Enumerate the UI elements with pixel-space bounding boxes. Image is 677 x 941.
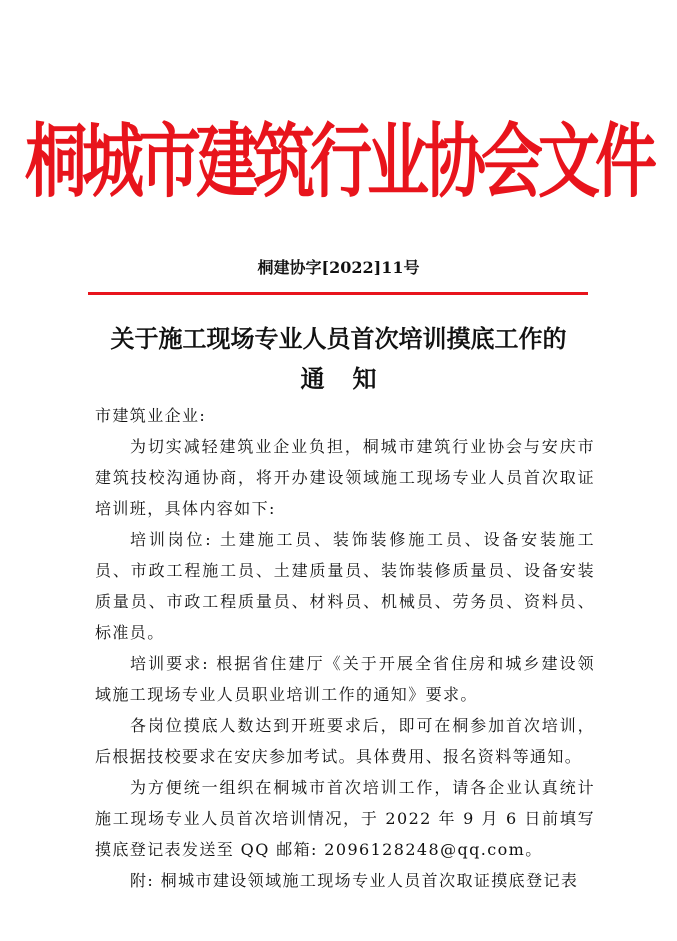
- notice-body: [95, 400, 595, 896]
- notice-subtitle: 通知: [300, 364, 405, 393]
- document-number: 桐建协字[2022]11号: [257, 258, 420, 277]
- paragraph-enrollment: 各岗位摸底人数达到开班要求后，即可在桐参加首次培训，后根据技校要求在安庆参加考试。具体费用、报名资料等通知。: [95, 716, 595, 766]
- paragraph-training-requirements: 培训要求: 根据省住建厅《关于开展全省住房和城乡建设领域施工现场专业人员职业培训工作的通知》要求。: [95, 654, 595, 704]
- salutation: 市建筑业企业:: [95, 406, 207, 425]
- document-header-title: 桐城市建筑行业协会文件: [24, 113, 652, 209]
- paragraph-intro: 为切实减轻建筑业企业负担，桐城市建筑行业协会与安庆市建筑技校沟通协商，将开办建设领域施工现场专业人员首次取证培训班，具体内容如下:: [95, 437, 595, 518]
- notice-title: 关于施工现场专业人员首次培训摸底工作的: [110, 324, 567, 353]
- paragraph-training-positions: 培训岗位: 土建施工员、装饰装修施工员、设备安装施工员、市政工程施工员、土建质量员、装饰装修质量员、设备安装质量员、市政工程质量员、材料员、机械员、劳务员、资料员、标准员。: [95, 530, 595, 642]
- header-divider: [88, 292, 588, 295]
- paragraph-attachment: 附: 桐城市建设领域施工现场专业人员首次取证摸底登记表: [130, 871, 579, 890]
- paragraph-submission: 为方便统一组织在桐城市首次培训工作，请各企业认真统计施工现场专业人员首次培训情况，于 2022 年 9 月 6 日前填写摸底登记表发送至 QQ 邮箱: 2096128248@qq.com。: [95, 778, 595, 859]
